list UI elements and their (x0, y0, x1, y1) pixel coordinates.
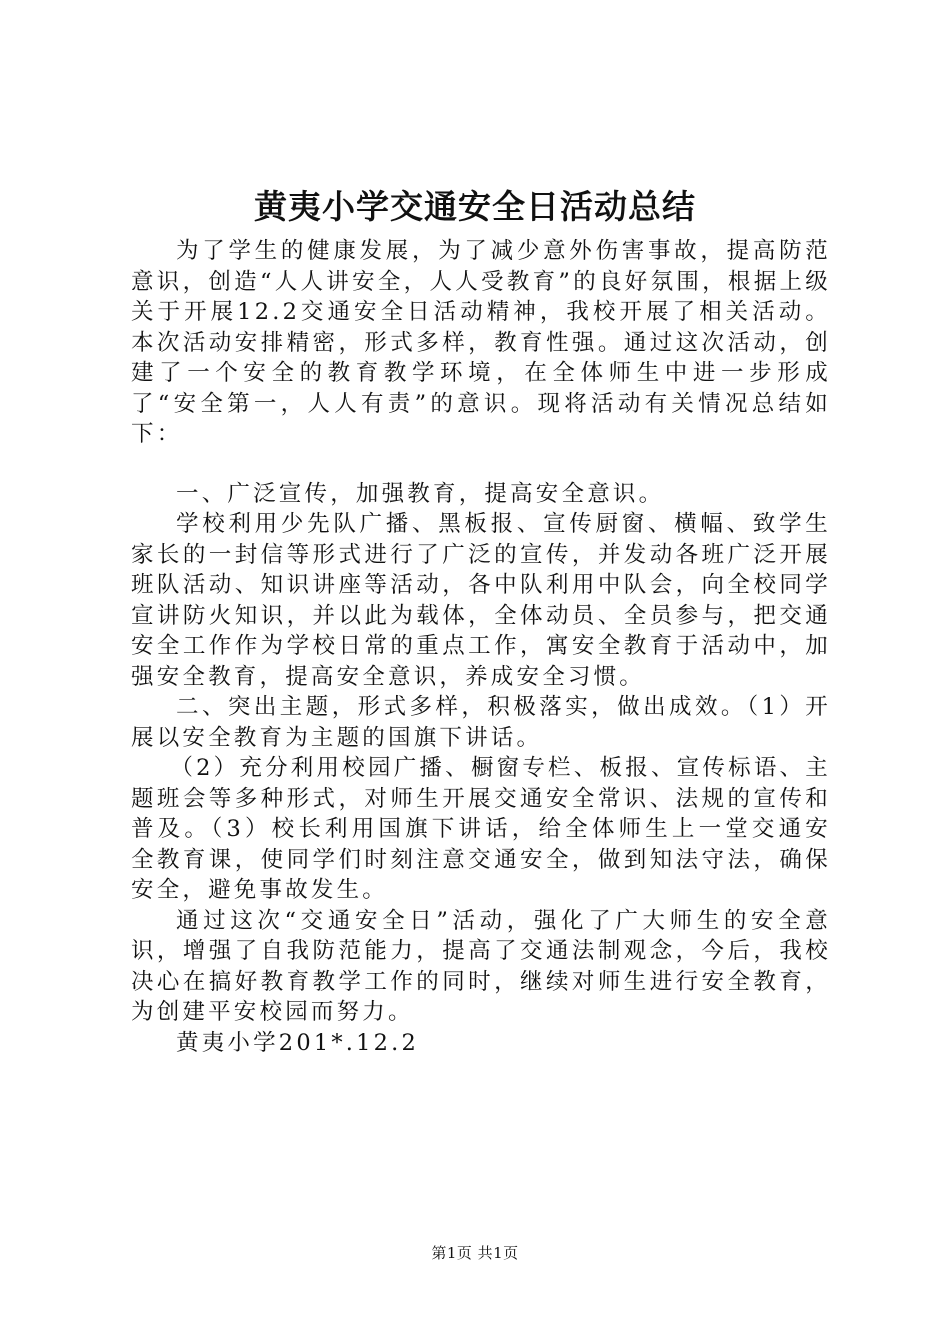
signature-line: 黄夷小学201*.12.2 (176, 1029, 420, 1056)
section-1-paragraph: 学校利用少先队广播、黑板报、宣传厨窗、横幅、致学生家长的一封信等形式进行了广泛的宣传，并发动各班广泛开展班队活动、知识讲座等活动，各中队利用中队会，向全校同学宣讲防火知识，并以此为载体，全体动员、全员参与，把交通安全工作作为学校日常的重点工作，寓安全教育于活动中，加强安全教育，提高安全意识，养成安全习惯。 (131, 511, 831, 690)
section-heading-2: 二、突出主题，形式多样，积极落实，做出成效。（1）开展以安全教育为主题的国旗下讲话。 (131, 694, 831, 751)
document-title: 黄夷小学交通安全日活动总结 (254, 187, 696, 226)
page-footer: 第1页 共1页 (431, 1244, 519, 1262)
section-2-paragraph: （2）充分利用校园广播、橱窗专栏、板报、宣传标语、主题班会等多种形式，对师生开展交通安全常识、法规的宣传和普及。（3）校长利用国旗下讲话，给全体师生上一堂交通安全教育课，使同学们时刻注意交通安全，做到知法守法，确保安全，避免事故发生。 (131, 755, 831, 903)
conclusion-paragraph: 通过这次“交通安全日”活动，强化了广大师生的安全意识，增强了自我防范能力，提高了交通法制观念，今后，我校决心在搞好教育教学工作的同时，继续对师生进行安全教育，为创建平安校园而努力。 (131, 907, 831, 1025)
intro-paragraph: 为了学生的健康发展，为了减少意外伤害事故，提高防范意识，创造“人人讲安全，人人受教育”的良好氛围，根据上级关于开展12.2交通安全日活动精神，我校开展了相关活动。本次活动安排精密，形式多样，教育性强。通过这次活动，创建了一个安全的教育教学环境，在全体师生中进一步形成了“安全第一，人人有责”的意识。现将活动有关情况总结如下： (131, 238, 831, 447)
section-heading-1: 一、广泛宣传，加强教育，提高安全意识。 (176, 480, 665, 507)
document-body (131, 236, 831, 1058)
